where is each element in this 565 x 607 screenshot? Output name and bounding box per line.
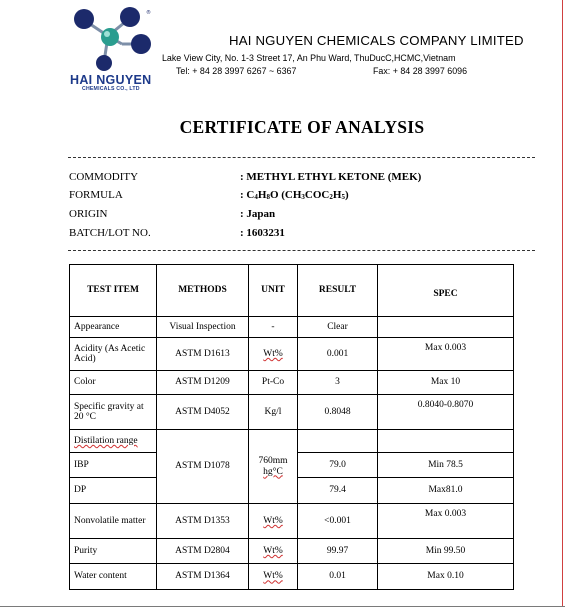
logo-subtitle: CHEMICALS CO., LTD <box>82 86 140 92</box>
cell-method: ASTM D1613 <box>157 338 249 371</box>
cell-item: Purity <box>70 539 157 564</box>
commodity-label: COMMODITY <box>69 171 139 183</box>
cell-method: Visual Inspection <box>157 317 249 338</box>
company-fax: Fax: + 84 28 3997 6096 <box>373 66 468 76</box>
header-unit: UNIT <box>249 265 298 317</box>
table-row-gravity <box>70 395 514 430</box>
batch-label: BATCH/LOT NO. <box>69 227 151 239</box>
table-header-row <box>70 265 514 317</box>
table-row-water <box>70 564 514 590</box>
formula-value: : C4H8O (CH3COC2H5) <box>240 189 349 201</box>
cell-unit: Wt% <box>263 545 283 556</box>
cell-unit: Pt-Co <box>249 371 298 395</box>
cell-unit: Wt% <box>263 348 283 359</box>
cell-unit: Kg/l <box>249 395 298 430</box>
table-row-nonvolatile <box>70 504 514 539</box>
cell-item: Appearance <box>70 317 157 338</box>
cell-result <box>298 430 378 453</box>
svg-text:®: ® <box>146 10 151 16</box>
cell-item: Distilation range <box>74 435 138 446</box>
company-telephone: Tel: + 84 28 3997 6267 ~ 6367 <box>176 66 297 76</box>
header-methods: METHODS <box>157 265 249 317</box>
separator-top <box>68 157 535 158</box>
cell-result: <0.001 <box>298 504 378 539</box>
cell-method: ASTM D1078 <box>157 430 249 504</box>
cell-item: Specific gravity at 20 °C <box>70 395 157 430</box>
cell-spec <box>378 317 514 338</box>
cell-item: Acidity (As Acetic Acid) <box>70 338 157 371</box>
unit-line-1: 760mm <box>258 456 288 467</box>
cell-spec <box>378 430 514 453</box>
cell-item: Color <box>70 371 157 395</box>
logo-name: HAI NGUYEN <box>70 73 152 87</box>
header-spec: SPEC <box>378 265 514 317</box>
table-row-distillation <box>70 430 514 453</box>
cell-result: 79.0 <box>298 453 378 478</box>
cell-unit <box>249 430 298 504</box>
header-test-item: TEST ITEM <box>70 265 157 317</box>
cell-result: 0.8048 <box>298 395 378 430</box>
cell-item: IBP <box>70 453 157 478</box>
cell-spec: Max 0.003 <box>378 338 514 371</box>
company-address: Lake View City, No. 1-3 Street 17, An Phu Ward, ThuDucC,HCMC,Vietnam <box>162 53 456 63</box>
document-title: CERTIFICATE OF ANALYSIS <box>179 117 425 137</box>
origin-label: ORIGIN <box>69 208 108 220</box>
origin-value: : Japan <box>240 208 276 220</box>
cell-spec: Max 10 <box>378 371 514 395</box>
company-name: HAI NGUYEN CHEMICALS COMPANY LIMITED <box>229 33 524 48</box>
cell-item: Water content <box>70 564 157 590</box>
cell-spec: 0.8040-0.8070 <box>378 395 514 430</box>
formula-label: FORMULA <box>69 189 123 201</box>
cell-result: 0.001 <box>298 338 378 371</box>
table-row-color <box>70 371 514 395</box>
cell-method: ASTM D4052 <box>157 395 249 430</box>
separator-bottom <box>68 250 535 251</box>
cell-method: ASTM D2804 <box>157 539 249 564</box>
cell-result: 79.4 <box>298 478 378 504</box>
cell-item: Nonvolatile matter <box>70 504 157 539</box>
page-border-right <box>562 0 563 607</box>
cell-unit: Wt% <box>263 515 283 526</box>
cell-unit: Wt% <box>263 571 283 582</box>
cell-unit: - <box>249 317 298 338</box>
cell-method: ASTM D1209 <box>157 371 249 395</box>
cell-spec: Max 0.10 <box>378 564 514 590</box>
cell-result: Clear <box>298 317 378 338</box>
unit-line-2: hg°C <box>263 466 283 477</box>
cell-result: 0.01 <box>298 564 378 590</box>
cell-method: ASTM D1353 <box>157 504 249 539</box>
cell-spec: Min 99.50 <box>378 539 514 564</box>
table-row-appearance <box>70 317 514 338</box>
cell-method: ASTM D1364 <box>157 564 249 590</box>
cell-spec: Max81.0 <box>378 478 514 504</box>
table-row-purity <box>70 539 514 564</box>
header-result: RESULT <box>298 265 378 317</box>
cell-spec: Max 0.003 <box>378 504 514 539</box>
cell-result: 3 <box>298 371 378 395</box>
analysis-table <box>69 264 514 590</box>
cell-result: 99.97 <box>298 539 378 564</box>
cell-spec: Min 78.5 <box>378 453 514 478</box>
cell-item: DP <box>70 478 157 504</box>
table-row-acidity <box>70 338 514 371</box>
commodity-value: : METHYL ETHYL KETONE (MEK) <box>240 171 422 183</box>
batch-value: : 1603231 <box>240 227 285 239</box>
